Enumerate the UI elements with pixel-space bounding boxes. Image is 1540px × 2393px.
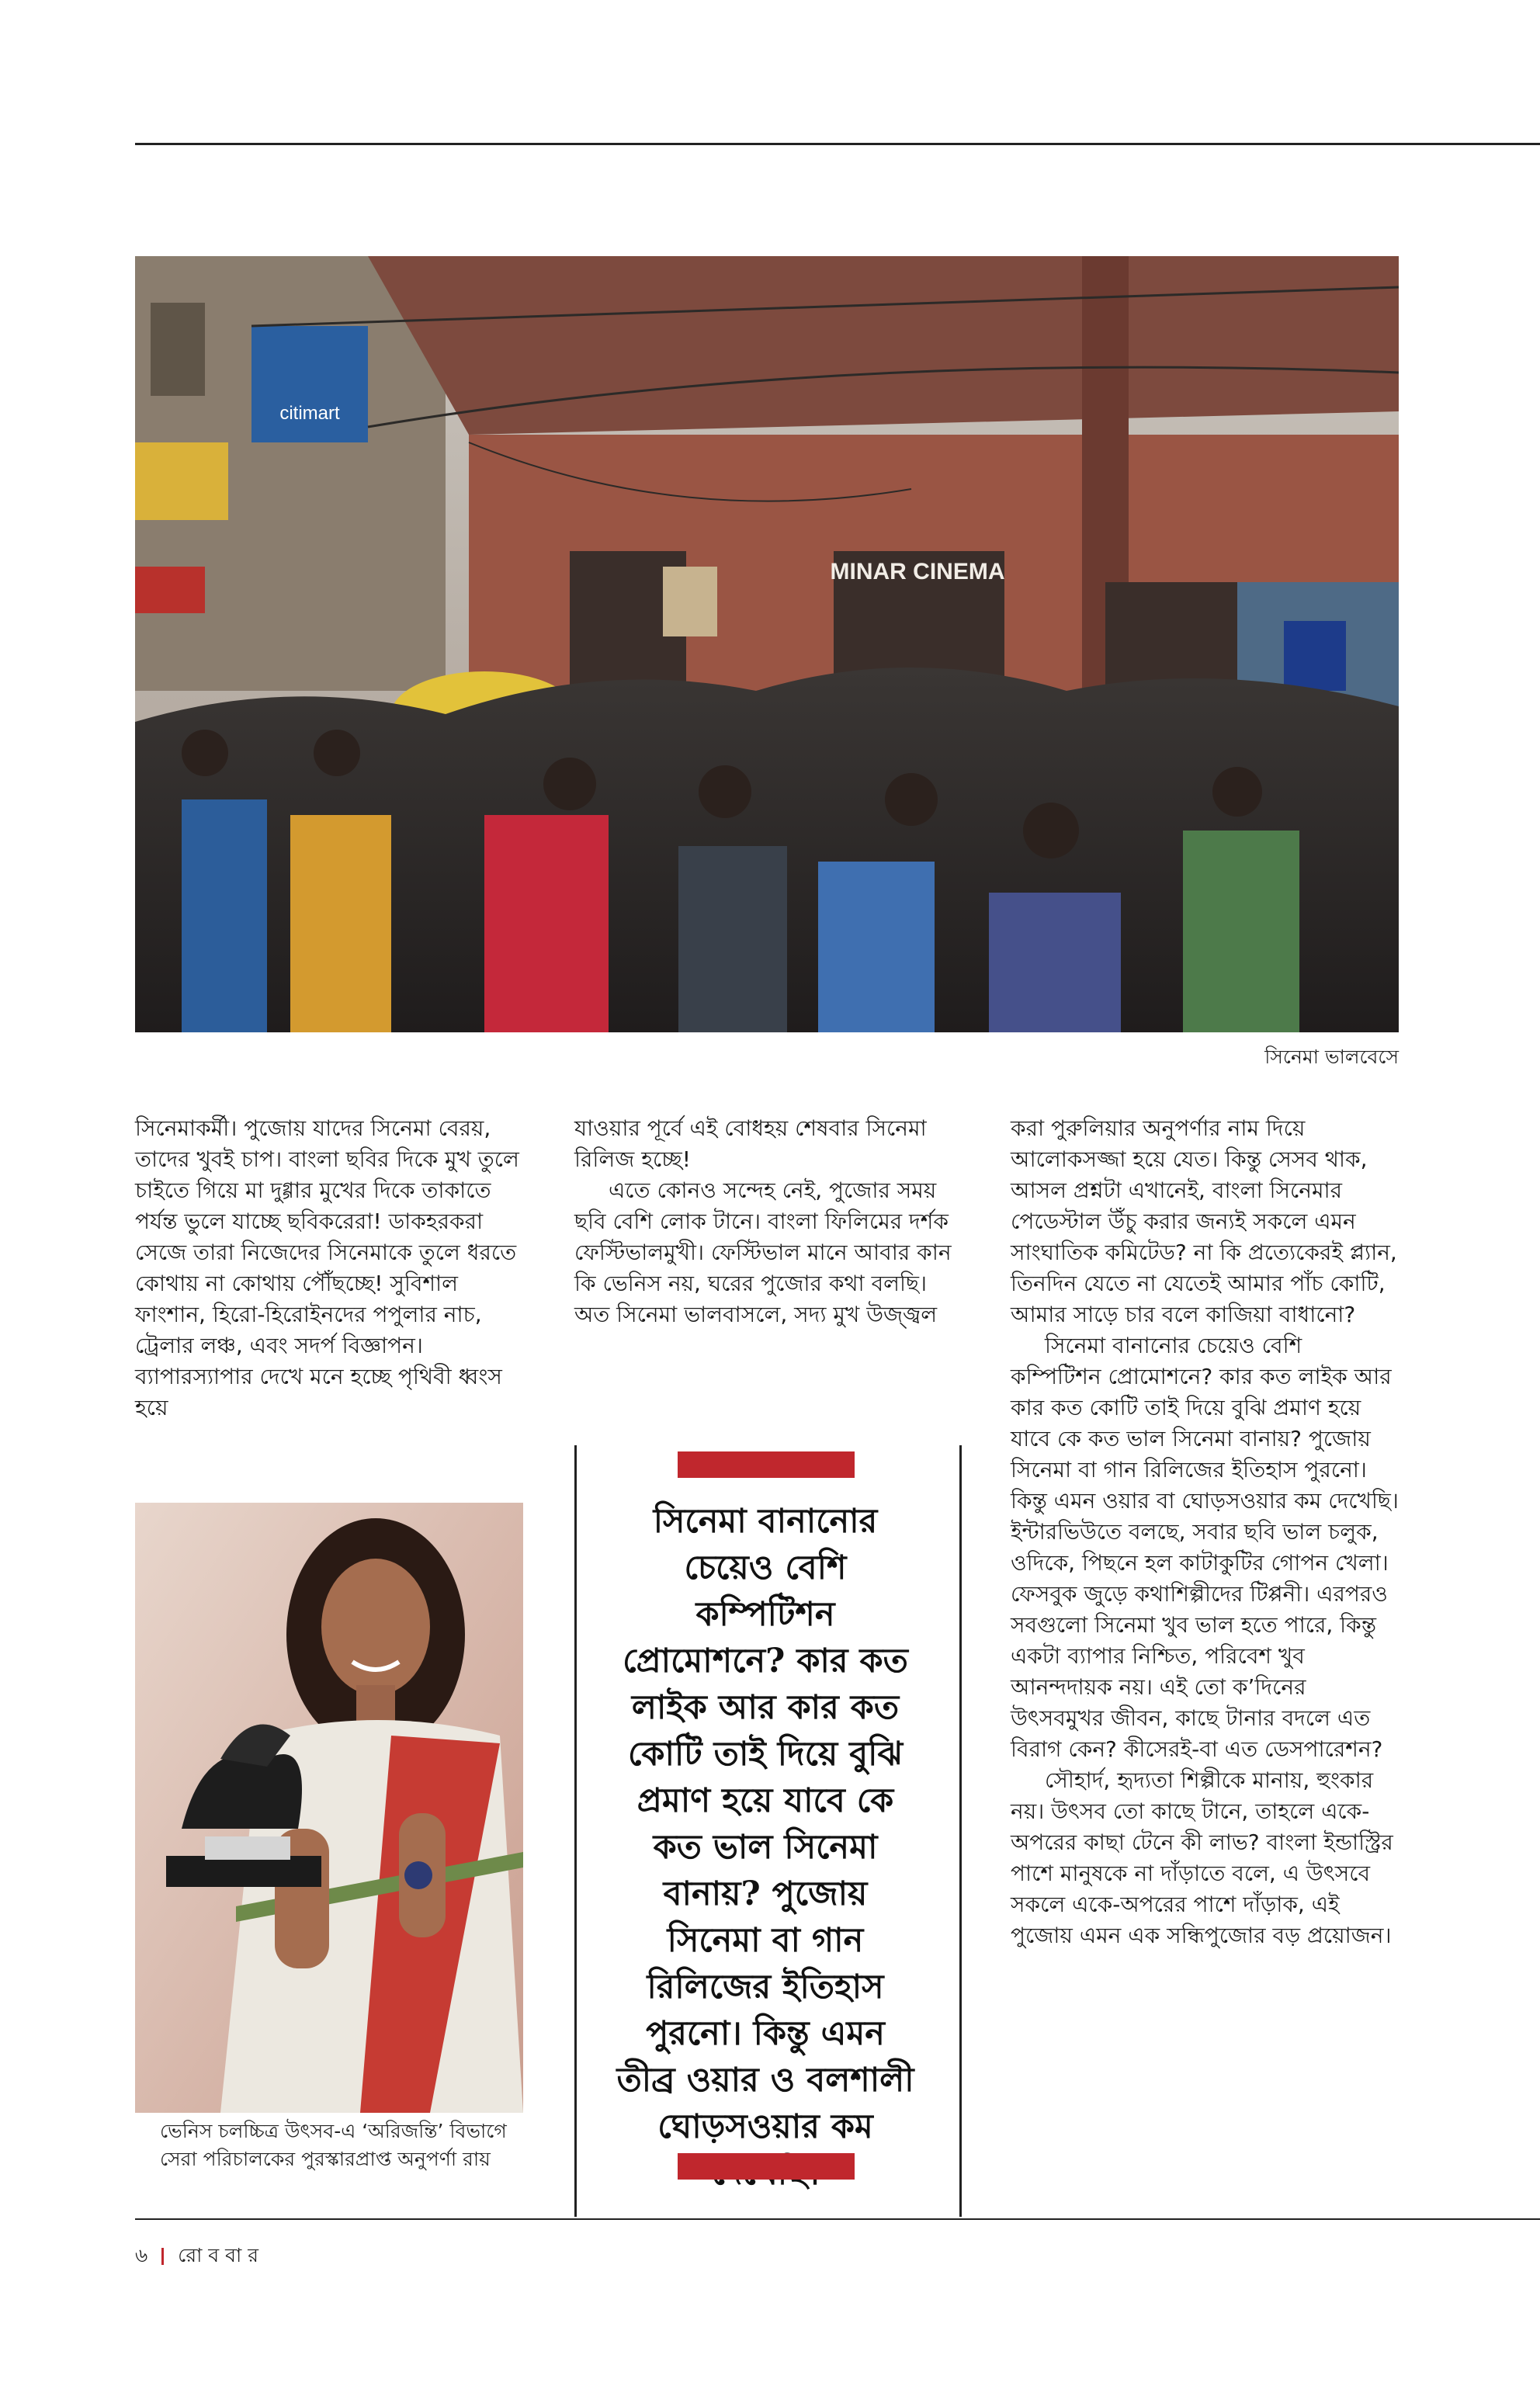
pull-quote: সিনেমা বানানোর চেয়েও বেশি কম্পিটিশন প্রোমোশনে? কার কত লাইক আর কার কত কোটি তাই দিয়ে বুঝি প্রমাণ হয়ে যাবে কে কত ভাল সিনেমা বানায়? পুজোয় সিনেমা বা গান রিলিজের ইতিহাস পুরনো। কিন্তু এমন তীব্র ওয়ার ও বলশালী ঘোড়সওয়ার কম — [616, 1502, 914, 2146]
column-3-paragraph: করা পুরুলিয়ার অনুপর্ণার নাম দিয়ে আলোকসজ্জা হয়ে যেত। কিন্তু সেসব থাক, আসল প্রশ্নটা এখানেই, বাংলা সিনেমার পেডেস্টাল উঁচু করার জন্যই সকলে এমন সাংঘাতিক কমিটেড? না কি প্রত্যেকেরই প্ল্যান, তিনদিন যেতে না যেতেই আমার পাঁচ কোটি, আমার সাড়ে চার বলে কাজিয়া বাধানো? — [1011, 1115, 1397, 1327]
column-1-paragraph: সিনেমাকর্মী। পুজোয় যাদের সিনেমা বেরয়, তাদের খুবই চাপ। বাংলা ছবির দিকে মুখ তুলে চাইতে গিয়ে মা দুগ্গার মুখের দিকে তাকাতে পর্যন্ত ভুলে যাচ্ছে ছবিকরেরা! ডাকহরকরা সেজে তারা নিজেদের সিনেমাকে তুলে ধরতে কোথায় না কোথায় পৌঁছচ্ছে! সুবিশাল ফাংশান, হিরো-হিরোইনদের পপুলার নাচ, ট্রেলার লঞ্চ, এবং সদর্প বিজ্ঞাপন। ব্যাপারস্যাপার দেখে মনে হচ্ছে পৃথিবী ধ্বংস হয়ে — [135, 1115, 519, 1420]
hero-photo — [135, 256, 1399, 1032]
shop-sign: citimart — [279, 403, 340, 424]
cinema-sign: MINAR CINEMA — [830, 559, 1005, 584]
column-2-paragraph: এতে কোনও সন্দেহ নেই, পুজোর সময় ছবি বেশি লোক টানে। বাংলা ফিলিমের দর্শক ফেস্টিভালমুখী। ফেস্টিভাল মানে আবার কান কি ভেনিস নয়, ঘরের পুজোর কথা বলছি। অত সিনেমা ভালবাসলে, সদ্য মুখ উজ্জ্বল — [574, 1177, 952, 1327]
portrait-caption-line-2: সেরা পরিচালকের পুরস্কারপ্রাপ্ত অনুপর্ণা রায় — [160, 2148, 491, 2170]
portrait-caption-line-1: ভেনিস চলচ্চিত্র উৎসব-এ ‘অরিজন্তি’ বিভাগে — [160, 2120, 507, 2142]
publication-name: রো ব বা র — [178, 2244, 258, 2266]
column-3-paragraph: সিনেমা বানানোর চেয়েও বেশি কম্পিটিশন প্রোমোশনে? কার কত লাইক আর কার কত কোটি তাই দিয়ে বুঝি প্রমাণ হয়ে যাবে কে কত ভাল সিনেমা বানায়? পুজোয় সিনেমা বা গান রিলিজের ইতিহাস পুরনো। কিন্তু এমন ওয়ার বা ঘোড়সওয়ার কম দেখেছি। ইন্টারভিউতে বলছে, সবার ছবি ভাল চলুক, ওদিকে, পিছনে হল কাটাকুটির গোপন খেলা। ফেসবুক জুড়ে কথাশিল্পীদের টিপ্পনী। এরপরও সবগুলো সিনেমা খুব ভাল হতে পারে, কিন্তু একটা ব্যাপার নিশ্চিত, পরিবেশ খুব আনন্দদায়ক নয়। এই তো ক’দিনের উৎসবমুখর জীবন, কাছে টানার বদলে এত বিরাগ কেন? কীসেরই-বা এত ডেসপারেশন? — [1011, 1333, 1399, 1762]
header-rule — [135, 143, 1540, 145]
footer-separator — [161, 2248, 164, 2265]
footer-rule — [135, 2218, 1540, 2220]
pull-quote-top-bar — [678, 1451, 855, 1478]
column-2-paragraph: যাওয়ার পূর্বে এই বোধহয় শেষবার সিনেমা রিলিজ হচ্ছে! — [574, 1115, 927, 1172]
page-number: ৬ — [135, 2244, 148, 2266]
pull-quote-bottom-bar — [678, 2153, 855, 2180]
column-2 — [574, 1113, 962, 1330]
column-3 — [1011, 1113, 1399, 1951]
portrait-photo — [135, 1503, 523, 2113]
hero-caption: সিনেমা ভালবেসে — [1264, 1046, 1399, 1068]
column-divider-right — [959, 1445, 962, 2217]
column-1 — [135, 1113, 523, 1424]
footer — [135, 2240, 258, 2273]
column-divider-left — [574, 1445, 577, 2217]
portrait-caption — [160, 2117, 532, 2173]
column-3-paragraph: সৌহার্দ, হৃদ্যতা শিল্পীকে মানায়, হুংকার নয়। উৎসব তো কাছে টানে, তাহলে একে-অপরের কাছা টেনে কী লাভ? বাংলা ইন্ডাস্ট্রির পাশে মানুষকে না দাঁড়াতে বলে, এ উৎসবে সকলে একে-অপরের পাশে দাঁড়াক, এই পুজোয় এমন এক সন্ধিপুজোর বড় প্রয়োজন। — [1011, 1767, 1393, 1948]
